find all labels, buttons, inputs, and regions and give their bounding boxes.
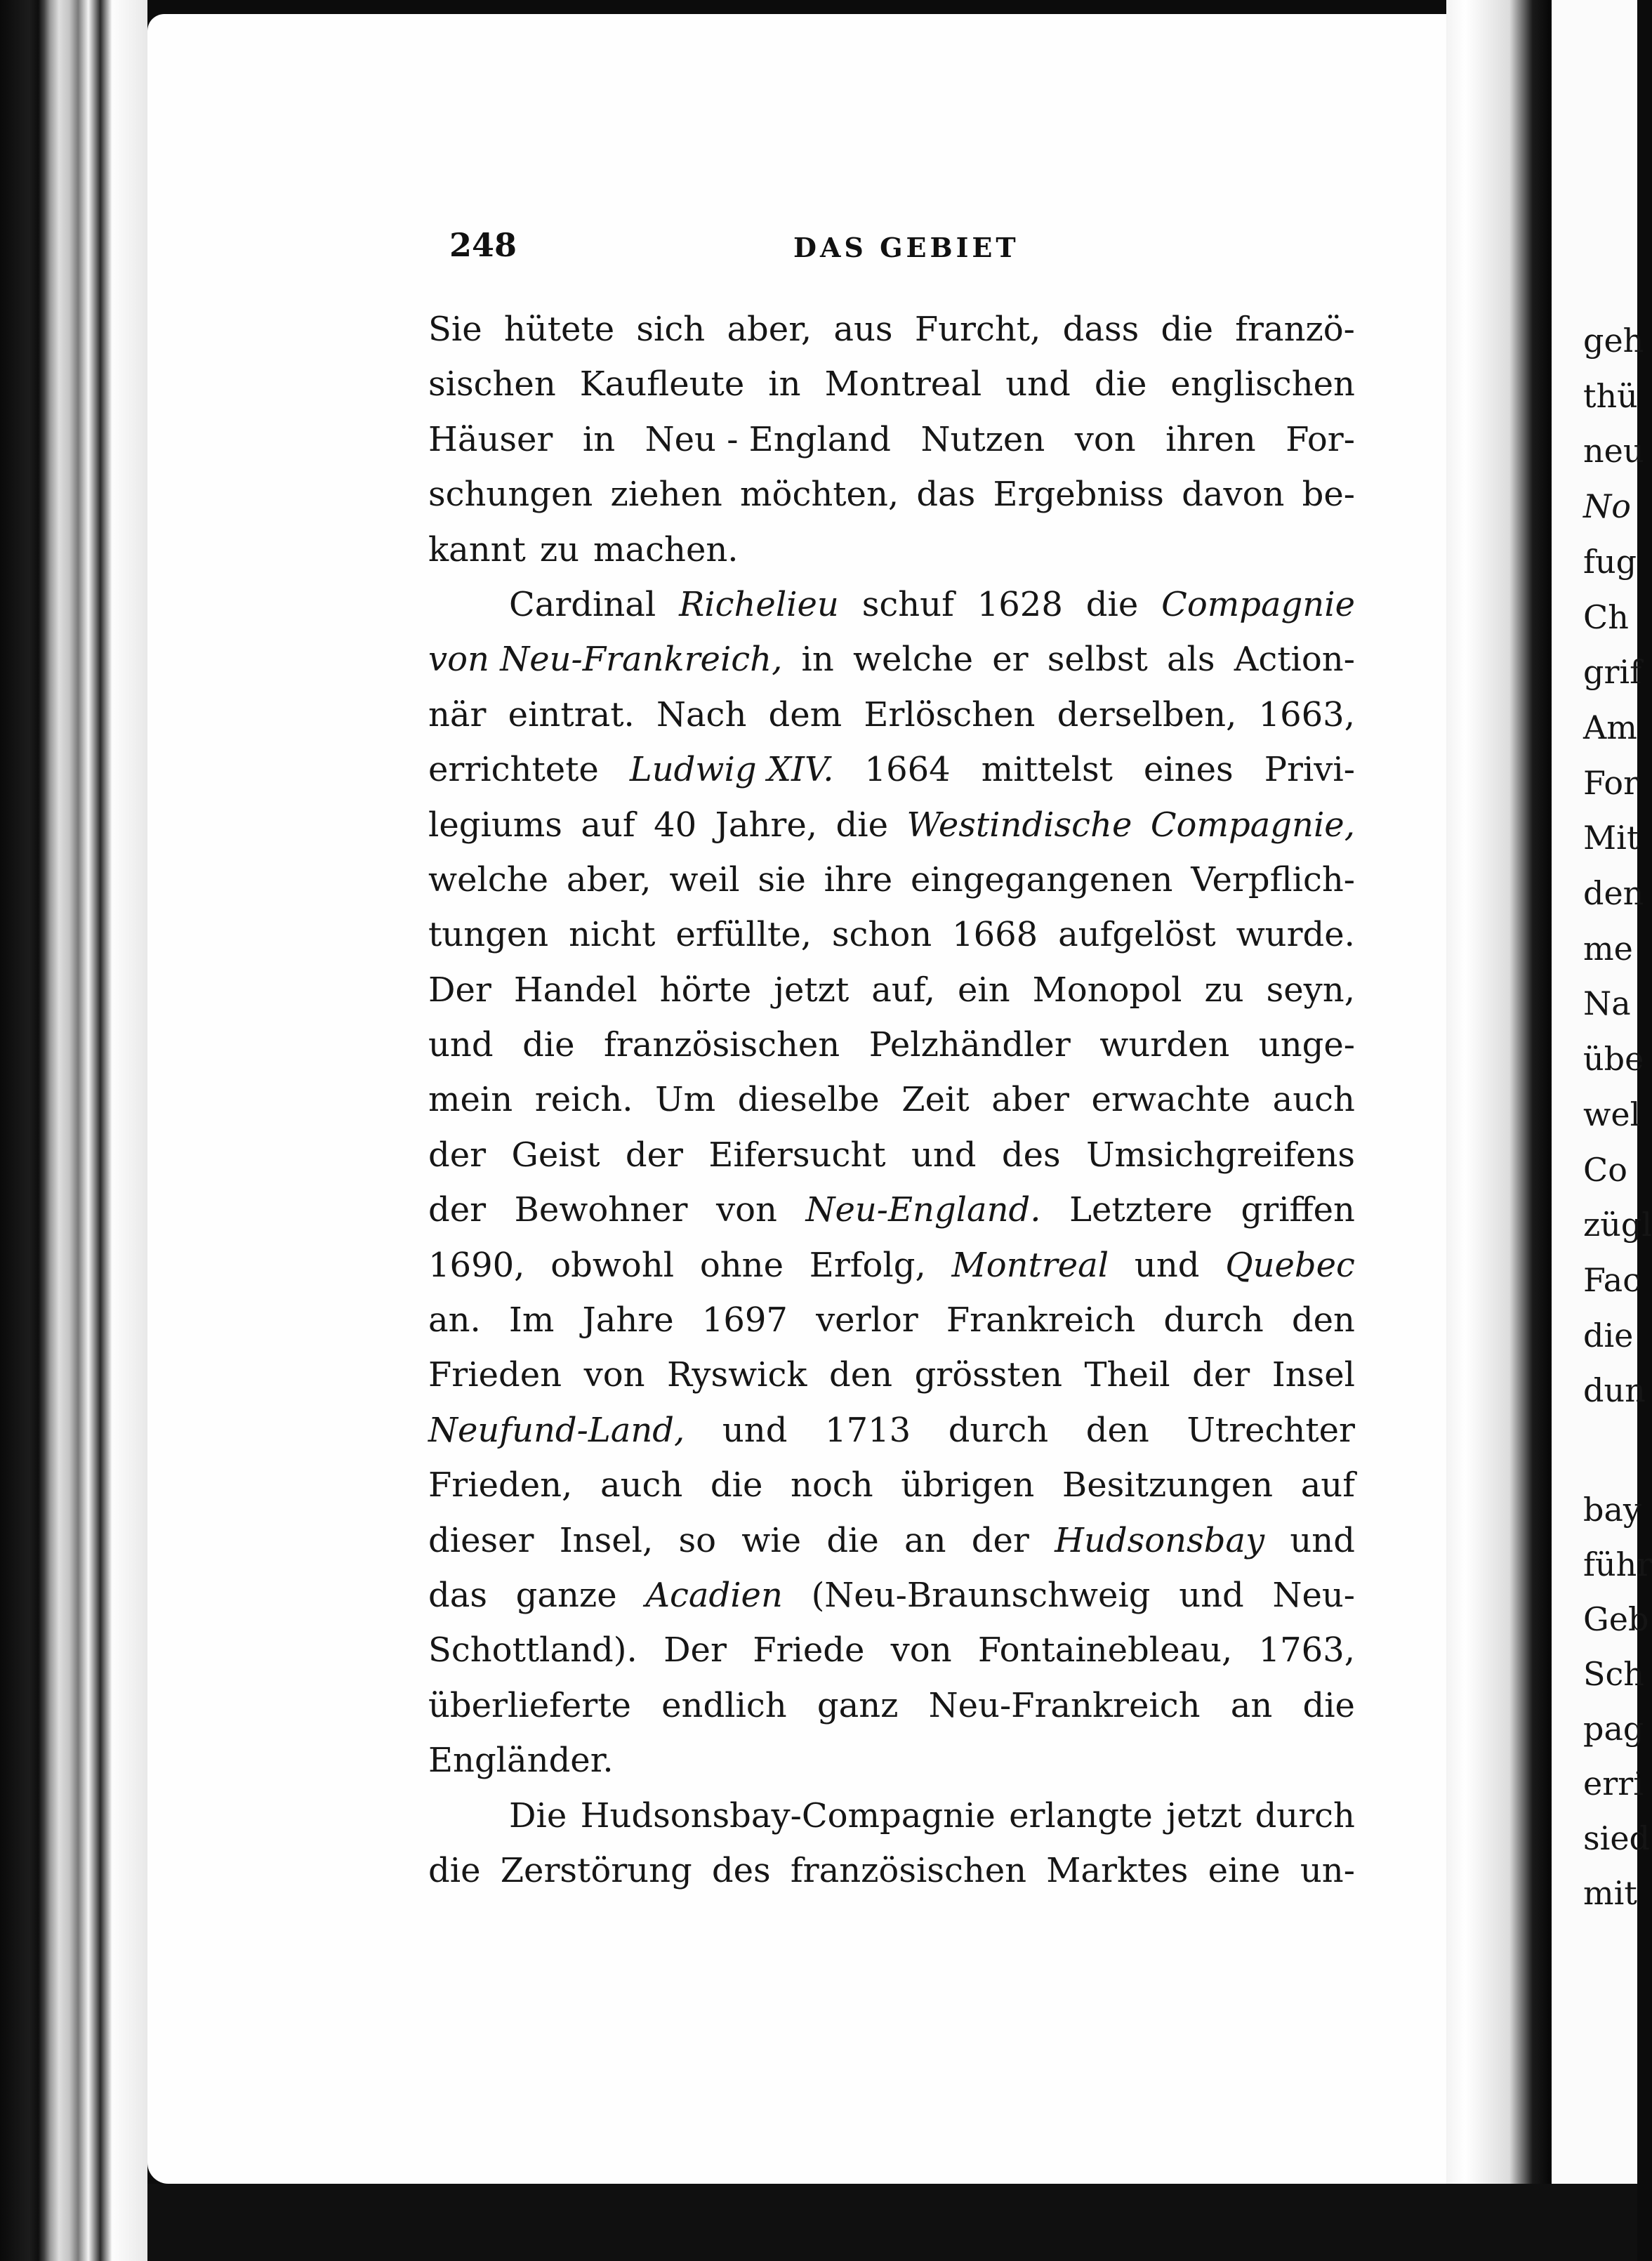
word: griffen xyxy=(1241,1190,1355,1230)
word: eine xyxy=(1208,1850,1281,1890)
facing-page-fragment: bay xyxy=(1583,1491,1641,1529)
word: sie xyxy=(758,859,806,899)
word: 1697 xyxy=(701,1300,788,1340)
facing-page-fragment: grif xyxy=(1583,653,1642,692)
word: durch xyxy=(948,1410,1049,1450)
word: Ryswick xyxy=(667,1355,807,1395)
word: Insel xyxy=(1271,1355,1355,1395)
word: dem xyxy=(768,694,842,734)
text-line xyxy=(428,1238,1355,1293)
word: 40 xyxy=(654,805,697,845)
word: das xyxy=(916,475,976,515)
word: nicht xyxy=(569,915,656,955)
word: Ludwig XIV. xyxy=(629,750,834,790)
word: und xyxy=(722,1410,788,1450)
facing-page-fragment: Co xyxy=(1583,1150,1627,1189)
facing-page-fragment: thü xyxy=(1583,376,1638,415)
word: an. xyxy=(428,1300,481,1340)
word: Die xyxy=(509,1795,567,1835)
word: als xyxy=(1166,640,1215,680)
word: seyn, xyxy=(1266,970,1355,1010)
word: und xyxy=(1005,364,1071,404)
text-line xyxy=(428,1568,1355,1623)
word: Zerstörung xyxy=(500,1850,692,1890)
word: auch xyxy=(1272,1080,1355,1120)
page-header xyxy=(449,226,1348,282)
text-line xyxy=(428,1623,1355,1677)
word: der xyxy=(428,1135,487,1175)
word: dieselbe xyxy=(737,1080,880,1120)
facing-page-fragment: Mit xyxy=(1583,819,1640,857)
word: obwohl xyxy=(550,1245,675,1285)
text-line xyxy=(428,742,1355,797)
word: unge- xyxy=(1258,1025,1355,1065)
word: Nutzen xyxy=(920,419,1045,459)
word: (Neu-Braunschweig xyxy=(811,1575,1151,1615)
word: Jahre xyxy=(582,1300,674,1340)
word: Monopol xyxy=(1032,970,1182,1010)
word: Engländer. xyxy=(428,1741,614,1781)
text-line xyxy=(428,522,1355,577)
word: Frieden xyxy=(428,1355,562,1395)
text-line xyxy=(428,1458,1355,1512)
word: noch xyxy=(791,1465,873,1505)
word: Neufund-Land, xyxy=(428,1410,685,1450)
word: ganze xyxy=(515,1575,617,1615)
word: wurden xyxy=(1099,1025,1230,1065)
word: Besitzungen xyxy=(1062,1465,1274,1505)
word: Bewohner xyxy=(514,1190,688,1230)
word: Verpflich- xyxy=(1191,859,1355,899)
word: eintrat. xyxy=(508,694,635,734)
word: endlich xyxy=(661,1685,787,1725)
word: in xyxy=(582,419,616,459)
word: 1713 xyxy=(825,1410,911,1450)
facing-page-fragment: Ch xyxy=(1583,598,1629,636)
word: auf xyxy=(581,805,635,845)
text-line xyxy=(428,687,1355,742)
facing-page-fragment: führ xyxy=(1583,1545,1652,1583)
word: Nach xyxy=(656,694,747,734)
word: Furcht, xyxy=(914,310,1041,349)
facing-page-fragment: die xyxy=(1583,1316,1634,1354)
body-text xyxy=(428,302,1355,1898)
text-line xyxy=(428,467,1355,522)
word: ihre xyxy=(824,859,893,899)
word: er xyxy=(992,640,1029,680)
book-bottom-edge xyxy=(147,2184,1637,2261)
word: Compagnie xyxy=(1161,584,1355,624)
word: franzö- xyxy=(1235,310,1355,349)
word: sich xyxy=(636,310,706,349)
facing-page-fragment: dun xyxy=(1583,1371,1646,1410)
word: Erfolg, xyxy=(809,1245,926,1285)
word: dieser xyxy=(428,1520,534,1560)
word: überlieferte xyxy=(428,1685,631,1725)
facing-page-fragment: Na xyxy=(1583,984,1631,1023)
word: aber, xyxy=(727,310,812,349)
word: For- xyxy=(1286,419,1355,459)
word: in xyxy=(768,364,801,404)
word: von xyxy=(715,1190,777,1230)
text-line xyxy=(428,798,1355,852)
word: und xyxy=(1179,1575,1244,1615)
word: wurde. xyxy=(1236,915,1355,955)
word: Der xyxy=(663,1630,727,1670)
word: Schottland). xyxy=(428,1630,637,1670)
word: Neu - England xyxy=(645,419,891,459)
word: Ergebniss xyxy=(993,475,1164,515)
book-gutter xyxy=(1446,0,1552,2261)
word: davon xyxy=(1182,475,1285,515)
word: machen. xyxy=(593,529,739,569)
facing-page-fragment: Sch xyxy=(1583,1655,1644,1693)
page-number: 248 xyxy=(449,226,517,264)
word: Frankreich xyxy=(946,1300,1136,1340)
facing-page-fragment: wel xyxy=(1583,1095,1641,1133)
word: Handel xyxy=(513,970,637,1010)
word: französischen xyxy=(790,1850,1027,1890)
word: schungen xyxy=(428,475,593,515)
facing-page-fragment: den xyxy=(1583,874,1644,912)
word: der xyxy=(971,1520,1029,1560)
word: Der xyxy=(428,970,491,1010)
word: 1668 xyxy=(952,915,1038,955)
word: Umsichgreifens xyxy=(1086,1135,1355,1175)
word: 1663, xyxy=(1258,694,1355,734)
facing-page-fragment: sied xyxy=(1583,1819,1650,1857)
word: Jahre, xyxy=(715,805,818,845)
word: den xyxy=(1085,1410,1149,1450)
word: Frieden, xyxy=(428,1465,573,1505)
facing-page-fragment: Geb xyxy=(1583,1600,1649,1638)
word: tungen xyxy=(428,915,549,955)
word: auf xyxy=(1300,1465,1355,1505)
word: ihren xyxy=(1165,419,1256,459)
text-line xyxy=(428,1403,1355,1458)
word: die xyxy=(1161,310,1213,349)
text-line xyxy=(428,852,1355,907)
word: ohne xyxy=(699,1245,784,1285)
word: die xyxy=(428,1850,481,1890)
word: von Neu-Frankreich, xyxy=(428,640,783,680)
word: Hudsonsbay xyxy=(1055,1520,1265,1560)
word: weil xyxy=(669,859,740,899)
word: erfüllte, xyxy=(675,915,812,955)
text-line xyxy=(428,1513,1355,1568)
word: be- xyxy=(1302,475,1355,515)
word: Acadien xyxy=(645,1575,783,1615)
word: Häuser xyxy=(428,419,553,459)
word: Neu-England. xyxy=(805,1190,1041,1230)
word: un- xyxy=(1300,1850,1355,1890)
facing-page-fragment: übe xyxy=(1583,1040,1644,1079)
word: Letztere xyxy=(1069,1190,1212,1230)
text-line xyxy=(428,302,1355,357)
word: die xyxy=(1302,1685,1355,1725)
word: Eifersucht xyxy=(708,1135,886,1175)
word: legiums xyxy=(428,805,562,845)
word: 1690, xyxy=(428,1245,525,1285)
word: när xyxy=(428,694,487,734)
word: von xyxy=(890,1630,952,1670)
facing-page-fragment: zügl xyxy=(1583,1206,1652,1244)
word: 1664 xyxy=(864,750,951,790)
word: Montreal xyxy=(951,1245,1109,1285)
word: die xyxy=(826,1520,879,1560)
word: Montreal xyxy=(824,364,982,404)
word: übrigen xyxy=(901,1465,1035,1505)
word: hütete xyxy=(503,310,615,349)
text-line xyxy=(428,577,1355,632)
word: durch xyxy=(1163,1300,1264,1340)
word: Neu-Frankreich xyxy=(928,1685,1201,1725)
word: aber xyxy=(991,1080,1069,1120)
text-line xyxy=(428,1182,1355,1237)
word: erwachte xyxy=(1091,1080,1251,1120)
word: des xyxy=(711,1850,771,1890)
word: Um xyxy=(655,1080,716,1120)
word: die xyxy=(710,1465,763,1505)
word: Action- xyxy=(1234,640,1355,680)
word: französischen xyxy=(604,1025,840,1065)
text-line xyxy=(428,1347,1355,1402)
word: welche xyxy=(428,859,549,899)
word: ganz xyxy=(817,1685,899,1725)
word: Cardinal xyxy=(509,584,656,624)
word: Friede xyxy=(753,1630,865,1670)
word: aus xyxy=(833,310,893,349)
word: der xyxy=(1192,1355,1250,1395)
word: den xyxy=(1291,1300,1355,1340)
word: die xyxy=(1085,584,1139,624)
facing-page-fragment: No xyxy=(1583,487,1631,526)
word: eingegangenen xyxy=(911,859,1173,899)
word: aber, xyxy=(566,859,652,899)
word: durch xyxy=(1255,1795,1355,1835)
word: zu xyxy=(1204,970,1244,1010)
word: Compagnie, xyxy=(1150,805,1355,845)
word: auch xyxy=(600,1465,683,1505)
word: und xyxy=(911,1135,977,1175)
word: hörte xyxy=(659,970,752,1010)
word: verlor xyxy=(816,1300,918,1340)
text-line xyxy=(428,1678,1355,1733)
facing-page-fragment: geh xyxy=(1583,322,1644,360)
facing-page-fragment: mit xyxy=(1583,1874,1637,1912)
word: mittelst xyxy=(981,750,1113,790)
text-line xyxy=(428,357,1355,411)
word: Theil xyxy=(1084,1355,1170,1395)
word: möchten, xyxy=(740,475,899,515)
word: an xyxy=(1230,1685,1273,1725)
word: derselben, xyxy=(1057,694,1237,734)
word: welche xyxy=(852,640,974,680)
word: die xyxy=(1094,364,1147,404)
word: die xyxy=(522,1025,575,1065)
facing-page-fragment: Fac xyxy=(1583,1260,1641,1299)
word: Privi- xyxy=(1264,750,1355,790)
word: 1763, xyxy=(1258,1630,1355,1670)
facing-page-fragment: For xyxy=(1583,763,1639,802)
facing-page-fragment: neu xyxy=(1583,432,1644,470)
word: dass xyxy=(1062,310,1139,349)
word: auf, xyxy=(871,970,936,1010)
book-left-edge xyxy=(0,0,147,2261)
word: schon xyxy=(831,915,932,955)
text-line xyxy=(428,1128,1355,1182)
word: Erlöschen xyxy=(864,694,1036,734)
word: von xyxy=(583,1355,645,1395)
word: zu xyxy=(539,529,580,569)
word: schuf xyxy=(861,584,954,624)
word: der xyxy=(625,1135,683,1175)
word: Fontainebleau, xyxy=(977,1630,1233,1670)
word: das xyxy=(428,1575,487,1615)
word: errichtete xyxy=(428,750,599,790)
word: so xyxy=(678,1520,716,1560)
word: jetzt xyxy=(1166,1795,1242,1835)
word: sischen xyxy=(428,364,556,404)
word: Marktes xyxy=(1046,1850,1189,1890)
word: von xyxy=(1074,419,1136,459)
facing-page-fragment: Am xyxy=(1583,708,1637,746)
word: an xyxy=(904,1520,946,1560)
facing-page-fragment: erri xyxy=(1583,1765,1644,1802)
word: erlangte xyxy=(1009,1795,1153,1835)
word: kannt xyxy=(428,529,526,569)
word: mein xyxy=(428,1080,513,1120)
word: und xyxy=(428,1025,494,1065)
word: 1628 xyxy=(977,584,1063,624)
word: Neu- xyxy=(1272,1575,1355,1615)
facing-page-fragment: pag xyxy=(1583,1710,1644,1748)
word: die xyxy=(835,805,888,845)
word: Hudsonsbay-Compagnie xyxy=(580,1795,996,1835)
word: ein xyxy=(958,970,1010,1010)
word: Kaufleute xyxy=(579,364,745,404)
word: Zeit xyxy=(901,1080,970,1120)
word: jetzt xyxy=(774,970,850,1010)
word: Westindische xyxy=(906,805,1132,845)
word: den xyxy=(829,1355,893,1395)
text-line xyxy=(428,1072,1355,1127)
text-line xyxy=(428,907,1355,962)
word: in xyxy=(801,640,834,680)
text-line xyxy=(428,1017,1355,1072)
word: Geist xyxy=(511,1135,600,1175)
word: reich. xyxy=(534,1080,633,1120)
word: und xyxy=(1134,1245,1200,1285)
word: selbst xyxy=(1047,640,1148,680)
word: der xyxy=(428,1190,487,1230)
word: wie xyxy=(741,1520,802,1560)
facing-page-fragment: fug xyxy=(1583,542,1637,581)
word: des xyxy=(1001,1135,1061,1175)
text-line xyxy=(428,1733,1355,1788)
running-head: DAS GEBIET xyxy=(793,232,1019,263)
text-line xyxy=(428,963,1355,1017)
text-line xyxy=(428,632,1355,687)
word: grössten xyxy=(914,1355,1063,1395)
word: Quebec xyxy=(1225,1245,1355,1285)
word: aufgelöst xyxy=(1058,915,1216,955)
word: Insel, xyxy=(559,1520,654,1560)
text-line xyxy=(428,412,1355,467)
facing-page-fragment: me xyxy=(1583,929,1633,968)
word: Sie xyxy=(428,310,482,349)
word: Im xyxy=(508,1300,555,1340)
word: eines xyxy=(1143,750,1234,790)
text-line xyxy=(428,1788,1355,1843)
word: Pelzhändler xyxy=(868,1025,1071,1065)
word: Richelieu xyxy=(679,584,839,624)
text-line xyxy=(428,1293,1355,1347)
text-line xyxy=(428,1843,1355,1898)
word: englischen xyxy=(1170,364,1355,404)
word: Utrechter xyxy=(1187,1410,1355,1450)
word: ziehen xyxy=(610,475,722,515)
word: und xyxy=(1290,1520,1355,1560)
